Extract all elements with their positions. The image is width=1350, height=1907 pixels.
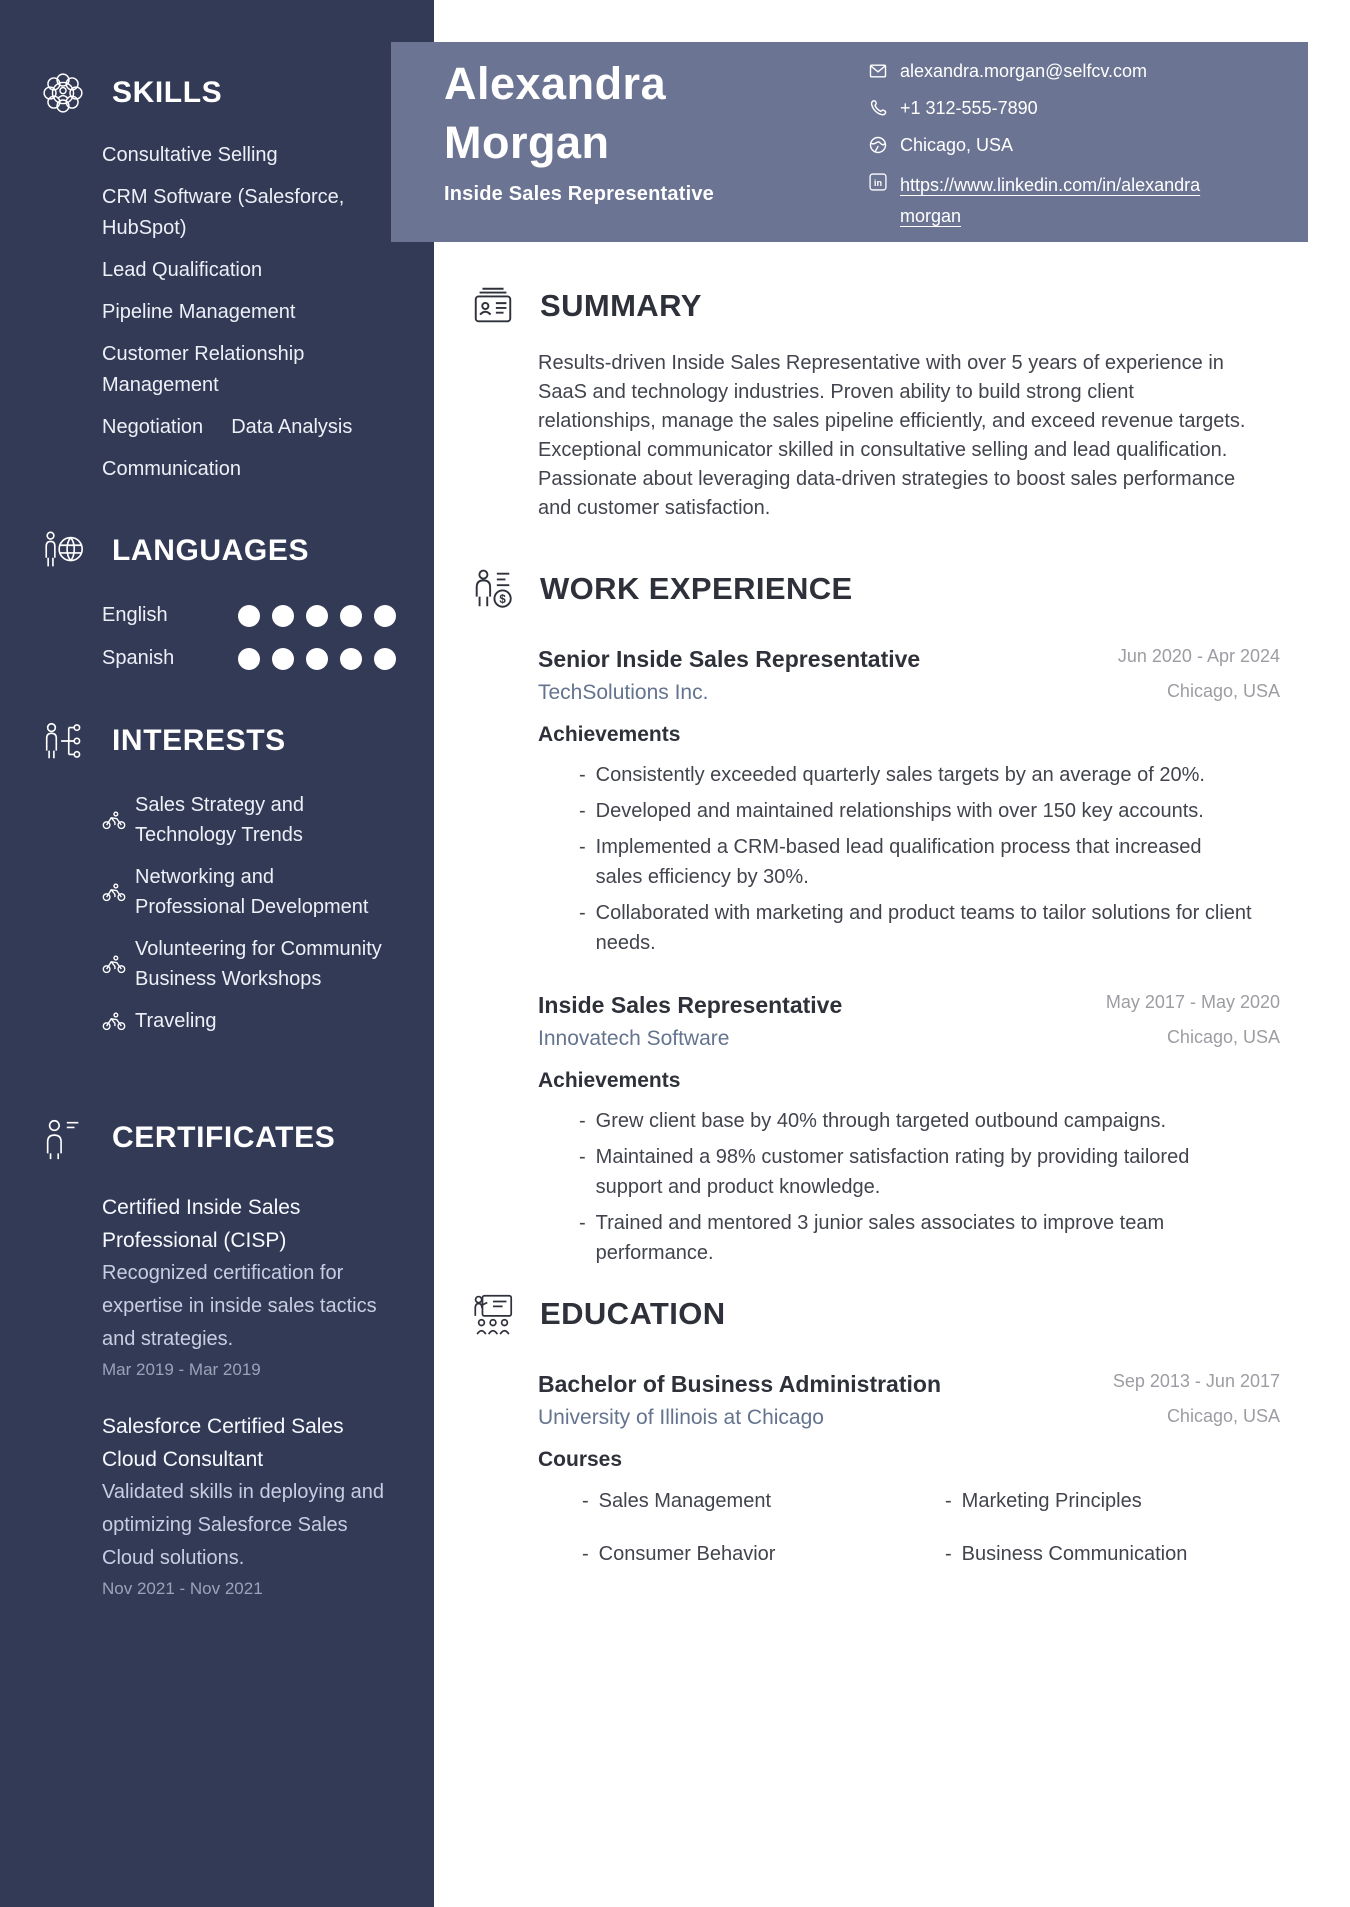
courses-label: Courses: [538, 1448, 623, 1471]
level-dot: [306, 648, 328, 670]
bullet-dash: -: [579, 764, 586, 786]
course-item: [538, 1486, 901, 1516]
achievement-bullet: [538, 832, 1280, 892]
interests-list: [102, 790, 412, 1036]
courses-list: [538, 1486, 1280, 1569]
interest-item: [102, 862, 412, 922]
degree-title: Bachelor of Business Administration: [538, 1371, 941, 1397]
course-dash: -: [582, 1490, 589, 1512]
linkedin-link[interactable]: https://www.linkedin.com/in/alexandra morgan: [900, 175, 1201, 226]
skills-section: [0, 70, 434, 485]
interest-label: Sales Strategy and Technology Trends: [135, 794, 304, 846]
level-dot: [272, 648, 294, 670]
course-text: Marketing Principles: [961, 1490, 1142, 1512]
summary-section: [470, 283, 1280, 523]
summary-header: [470, 283, 1280, 329]
bullet-dash: -: [579, 836, 586, 858]
contact-location: Chicago, USA: [900, 135, 1014, 155]
skill-item: Communication: [102, 458, 241, 480]
certificate-dates: Mar 2019 - Mar 2019: [102, 1360, 261, 1379]
classroom-icon: [470, 1291, 516, 1337]
job-title: Senior Inside Sales Representative: [538, 646, 921, 672]
course-text: Sales Management: [598, 1490, 771, 1512]
job-entry: [538, 646, 1280, 958]
contact-location-row: [868, 133, 1245, 157]
cycling-icon: [102, 955, 126, 974]
name-block: [444, 54, 714, 206]
skill-item: Customer Relationship Management: [102, 343, 305, 396]
summary-text: Results-driven Inside Sales Representative with over 5 years of experience in SaaS and technology industries. Proven ability to build strong client relationships, manage the sales pipeline efficiently, and exceed revenue targets. Exceptional communicator skilled in consultative selling and lead qualification. Passionate about leveraging data-driven strategies to boost sales performance and customer satisfaction.: [538, 352, 1246, 519]
achievements-list: [538, 760, 1280, 958]
sidebar: [0, 0, 434, 1907]
course-dash: -: [582, 1543, 589, 1565]
level-dot: [238, 605, 260, 627]
job-meta: [1118, 646, 1280, 702]
level-dot: [340, 648, 362, 670]
certificate-item: [102, 1410, 412, 1599]
course-dash: -: [945, 1490, 952, 1512]
job-header-row: [538, 992, 1280, 1051]
certificate-title: Salesforce Certified Sales Cloud Consultant: [102, 1415, 344, 1471]
skill-item: Negotiation: [102, 416, 204, 438]
work-header: [470, 566, 1280, 612]
contact-phone-row: [868, 96, 1245, 120]
certificates-list: [102, 1191, 412, 1599]
achievement-bullet: [538, 796, 1280, 826]
interests-section: [0, 718, 434, 1036]
certificates-icon: [40, 1115, 86, 1161]
contact-email-row: [868, 59, 1245, 83]
achievements-label: Achievements: [538, 723, 681, 746]
skill-item: Lead Qualification: [102, 259, 263, 281]
interests-header: [0, 718, 434, 764]
education-heading: EDUCATION: [540, 1296, 726, 1331]
education-header-row: [538, 1371, 1280, 1430]
bullet-text: Developed and maintained relationships with over 150 key accounts.: [595, 800, 1204, 822]
achievements-list: [538, 1106, 1280, 1268]
certificates-header: [0, 1115, 434, 1161]
bullet-dash: -: [579, 1146, 586, 1168]
languages-icon: [40, 528, 86, 574]
person-name: [444, 54, 714, 172]
header-band: [391, 42, 1308, 242]
certificate-dates: Nov 2021 - Nov 2021: [102, 1579, 263, 1598]
interests-icon: [40, 718, 86, 764]
first-name: Alexandra: [444, 58, 667, 109]
skill-item: CRM Software (Salesforce, HubSpot): [102, 186, 345, 239]
skill-item: Pipeline Management: [102, 301, 296, 323]
interest-item: [102, 790, 412, 850]
contacts: [868, 59, 1245, 232]
bullet-text: Maintained a 98% customer satisfaction rating by providing tailored support and product knowledge.: [595, 1146, 1190, 1198]
work-heading: WORK EXPERIENCE: [540, 571, 853, 606]
language-name: English: [102, 604, 168, 626]
level-dot: [374, 605, 396, 627]
degree-block: [538, 1371, 941, 1430]
achievement-bullet: [538, 1106, 1280, 1136]
jobs-list: [470, 646, 1280, 1268]
education-location: Chicago, USA: [1166, 1406, 1280, 1426]
job-location: Chicago, USA: [1166, 681, 1280, 701]
job-location: Chicago, USA: [1166, 1027, 1280, 1047]
skill-item: Data Analysis: [231, 416, 353, 438]
level-dot: [238, 648, 260, 670]
job-title-block: [538, 992, 842, 1051]
job-title-block: [538, 646, 920, 705]
svg-text:in: in: [873, 177, 883, 188]
cycling-icon: [102, 1012, 126, 1031]
certificate-description: Recognized certification for expertise in inside sales tactics and strategies.: [102, 1262, 377, 1350]
skills-list: [102, 140, 412, 485]
job-header-row: [538, 646, 1280, 705]
level-dot: [340, 605, 362, 627]
bullet-dash: -: [579, 800, 586, 822]
mail-icon: [868, 61, 888, 81]
bullet-text: Collaborated with marketing and product teams to tailor solutions for client needs.: [595, 902, 1252, 954]
level-dot: [374, 648, 396, 670]
bullet-dash: -: [579, 1110, 586, 1132]
achievement-bullet: [538, 1208, 1280, 1268]
language-level-dots: [238, 648, 396, 670]
languages-list: [102, 604, 396, 670]
interest-label: Traveling: [135, 1010, 217, 1032]
interests-heading: INTERESTS: [112, 724, 286, 757]
bullet-text: Trained and mentored 3 junior sales associates to improve team performance.: [595, 1212, 1165, 1264]
bullet-text: Implemented a CRM-based lead qualification process that increased sales efficiency by 30%.: [595, 836, 1202, 888]
certificates-heading: CERTIFICATES: [112, 1121, 336, 1154]
company-name: Innovatech Software: [538, 1027, 730, 1050]
person-job-title: Inside Sales Representative: [444, 183, 714, 205]
job-title: Inside Sales Representative: [538, 992, 843, 1018]
language-row: [102, 647, 396, 670]
level-dot: [272, 605, 294, 627]
certificate-title: Certified Inside Sales Professional (CISP): [102, 1196, 301, 1252]
id-card-icon: [470, 283, 516, 329]
contact-email: alexandra.morgan@selfcv.com: [900, 61, 1148, 81]
achievement-bullet: [538, 1142, 1280, 1202]
salesperson-icon: [470, 566, 516, 612]
school-name: University of Illinois at Chicago: [538, 1406, 824, 1429]
course-text: Business Communication: [961, 1543, 1188, 1565]
education-entry: [538, 1371, 1280, 1569]
last-name: Morgan: [444, 117, 610, 168]
certificate-item: [102, 1191, 412, 1380]
skills-icon: [40, 70, 86, 116]
languages-heading: LANGUAGES: [112, 534, 310, 567]
bullet-dash: -: [579, 902, 586, 924]
skill-item: Consultative Selling: [102, 144, 278, 166]
work-experience-section: [470, 566, 1280, 1274]
language-level-dots: [238, 605, 396, 627]
course-item: [538, 1539, 901, 1569]
job-entry: [538, 992, 1280, 1268]
certificates-section: [0, 1115, 434, 1629]
skills-header: [0, 70, 434, 116]
job-meta: [1106, 992, 1280, 1048]
job-dates: May 2017 - May 2020: [1105, 992, 1280, 1012]
achievement-bullet: [538, 898, 1280, 958]
interest-item: [102, 1006, 412, 1036]
phone-icon: [868, 98, 888, 118]
languages-section: [0, 528, 434, 690]
interest-label: Networking and Professional Development: [135, 866, 369, 918]
level-dot: [306, 605, 328, 627]
contact-linkedin-row: [868, 170, 1245, 232]
interest-item: [102, 934, 412, 994]
bullet-dash: -: [579, 1212, 586, 1234]
skills-heading: SKILLS: [112, 76, 223, 109]
bullet-text: Grew client base by 40% through targeted outbound campaigns.: [595, 1110, 1167, 1132]
education-dates: Sep 2013 - Jun 2017: [1112, 1371, 1280, 1391]
interest-label: Volunteering for Community Business Workshops: [135, 938, 382, 990]
summary-heading: SUMMARY: [540, 288, 702, 323]
language-row: [102, 604, 396, 627]
languages-header: [0, 528, 434, 574]
achievements-label: Achievements: [538, 1069, 681, 1092]
svg-text:$: $: [499, 593, 506, 606]
achievement-bullet: [538, 760, 1280, 790]
job-dates: Jun 2020 - Apr 2024: [1117, 646, 1280, 666]
education-section: [470, 1291, 1280, 1569]
course-item: [901, 1539, 1280, 1569]
course-item: [901, 1486, 1280, 1516]
company-name: TechSolutions Inc.: [538, 681, 709, 704]
course-dash: -: [945, 1543, 952, 1565]
contact-phone: +1 312-555-7890: [900, 98, 1038, 118]
language-name: Spanish: [102, 647, 175, 669]
cycling-icon: [102, 811, 126, 830]
education-meta: [1113, 1371, 1280, 1427]
globe-icon: [868, 135, 888, 155]
course-text: Consumer Behavior: [598, 1543, 776, 1565]
certificate-description: Validated skills in deploying and optimizing Salesforce Sales Cloud solutions.: [102, 1481, 385, 1569]
education-header: [470, 1291, 1280, 1337]
linkedin-icon: [868, 172, 888, 192]
bullet-text: Consistently exceeded quarterly sales targets by an average of 20%.: [595, 764, 1205, 786]
cycling-icon: [102, 883, 126, 902]
